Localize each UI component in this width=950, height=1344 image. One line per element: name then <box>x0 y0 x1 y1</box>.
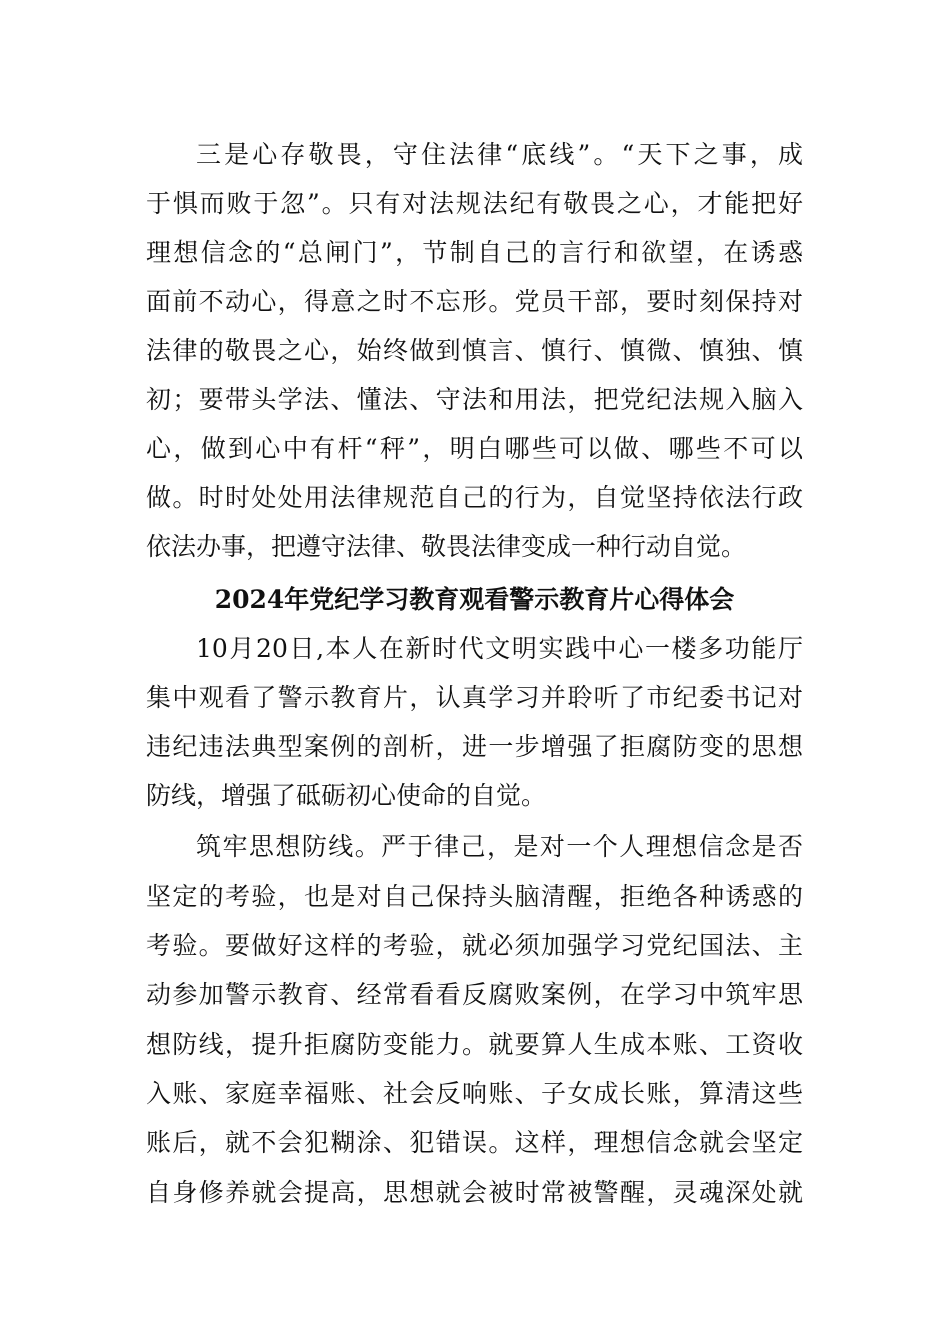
paragraph-line: 防线，增强了砥砺初心使命的自觉。 <box>146 781 547 810</box>
paragraph-line: 面前不动心，得意之时不忘形。党员干部，要时刻保持对 <box>146 287 803 316</box>
paragraph-line: 坚定的考验，也是对自己保持头脑清醒，拒绝各种诱惑的 <box>146 882 803 911</box>
paragraph-line: 自身修养就会提高，思想就会被时常被警醒，灵魂深处就 <box>146 1178 803 1207</box>
paragraph-line: 想防线，提升拒腐防变能力。就要算人生成本账、工资收 <box>146 1030 803 1059</box>
document-title: 2024年党纪学习教育观看警示教育片心得体会 <box>214 585 735 614</box>
paragraph-line: 理想信念的“总闸门”，节制自己的言行和欲望，在诱惑 <box>146 238 803 267</box>
paragraph-line: 于惧而败于忽”。只有对法规法纪有敬畏之心，才能把好 <box>146 189 803 218</box>
paragraph-line: 入账、家庭幸福账、社会反响账、子女成长账，算清这些 <box>146 1079 803 1108</box>
paragraph-line: 集中观看了警示教育片，认真学习并聆听了市纪委书记对 <box>146 683 803 712</box>
paragraph-line: 违纪违法典型案例的剖析，进一步增强了拒腐防变的思想 <box>146 732 803 761</box>
paragraph-line: 法律的敬畏之心，始终做到慎言、慎行、慎微、慎独、慎 <box>146 336 803 365</box>
paragraph-line: 初；要带头学法、懂法、守法和用法，把党纪法规入脑入 <box>146 385 803 414</box>
paragraph-line: 做。时时处处用法律规范自己的行为，自觉坚持依法行政 <box>146 483 803 512</box>
paragraph-line: 10月20日,本人在新时代文明实践中心一楼多功能厅 <box>196 634 803 663</box>
paragraph-line: 依法办事，把遵守法律、敬畏法律变成一种行动自觉。 <box>146 532 747 561</box>
paragraph-line: 考验。要做好这样的考验，就必须加强学习党纪国法、主 <box>146 931 803 960</box>
paragraph-line: 筑牢思想防线。严于律己，是对一个人理想信念是否 <box>196 832 803 861</box>
paragraph-line: 三是心存敬畏，守住法律“底线”。“天下之事，成 <box>196 140 803 169</box>
paragraph-line: 动参加警示教育、经常看看反腐败案例，在学习中筑牢思 <box>146 980 803 1009</box>
paragraph-line: 账后，就不会犯糊涂、犯错误。这样，理想信念就会坚定 <box>146 1128 803 1157</box>
paragraph-line: 心，做到心中有杆“秤”，明白哪些可以做、哪些不可以 <box>146 434 803 463</box>
